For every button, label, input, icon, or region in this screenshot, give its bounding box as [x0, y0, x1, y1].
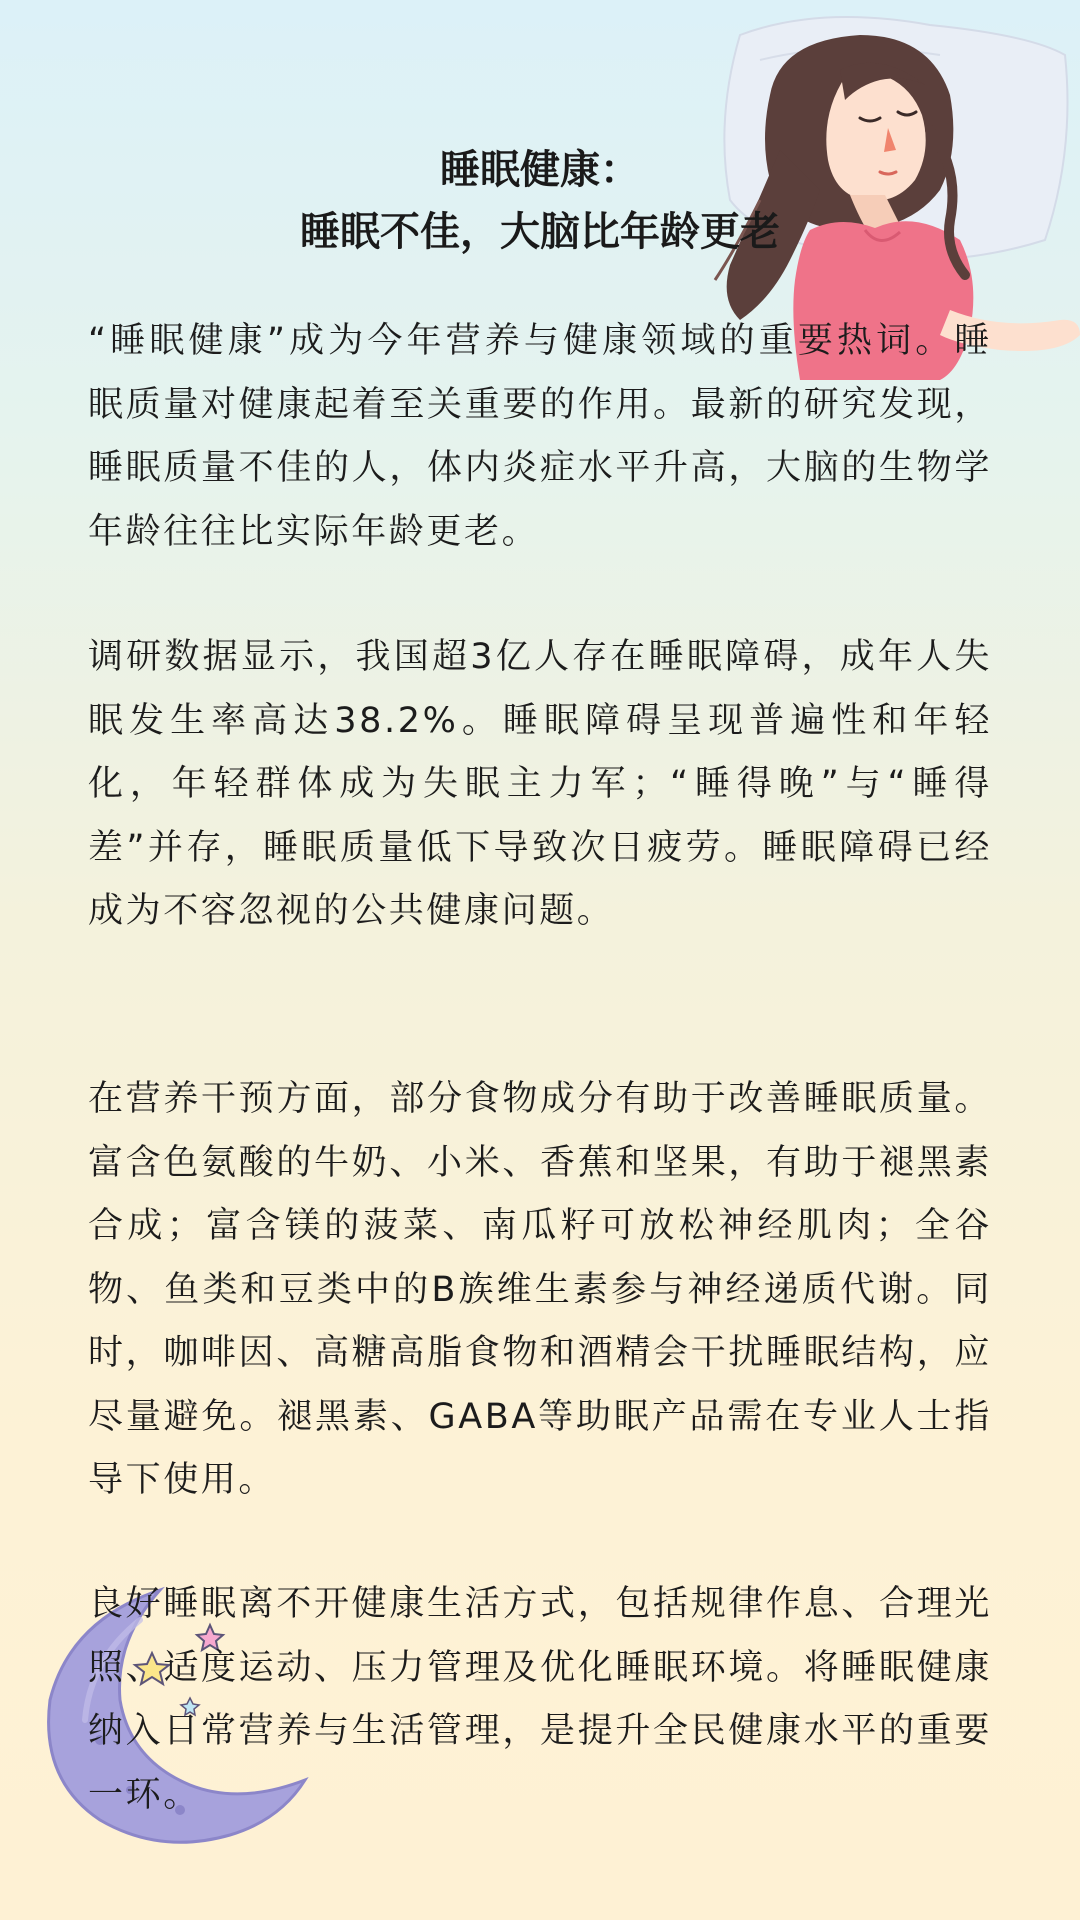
paragraph-survey-data: 调研数据显示，我国超3亿人存在睡眠障碍，成年人失眠发生率高达38.2%。睡眠障碍呈现普遍性和年轻化，年轻群体成为失眠主力军；“睡得晚”与“睡得差”并存，睡眠质量低下导致次日疲劳。睡眠障碍已经成为不容忽视的公共健康问题。 [88, 637, 992, 931]
article-title-line-2: 睡眠不佳，大脑比年龄更老 [300, 209, 780, 255]
paragraph-sleep-health-intro: “睡眠健康”成为今年营养与健康领域的重要热词。睡眠质量对健康起着至关重要的作用。最新的研究发现，睡眠质量不佳的人，体内炎症水平升高，大脑的生物学年龄往往比实际年龄更老。 [88, 321, 992, 552]
article-title-line-1: 睡眠健康： [440, 147, 640, 193]
paragraph-nutrition-intervention: 在营养干预方面，部分食物成分有助于改善睡眠质量。富含色氨酸的牛奶、小米、香蕉和坚果，有助于褪黑素合成；富含镁的菠菜、南瓜籽可放松神经肌肉；全谷物、鱼类和豆类中的B族维生素参与神经递质代谢。同时，咖啡因、高糖高脂食物和酒精会干扰睡眠结构，应尽量避免。褪黑素、GABA等助眠产品需在专业人士指导下使用。 [88, 1079, 992, 1500]
paragraph-healthy-lifestyle: 良好睡眠离不开健康生活方式，包括规律作息、合理光照、适度运动、压力管理及优化睡眠环境。将睡眠健康纳入日常营养与生活管理，是提升全民健康水平的重要一环。 [88, 1584, 992, 1815]
